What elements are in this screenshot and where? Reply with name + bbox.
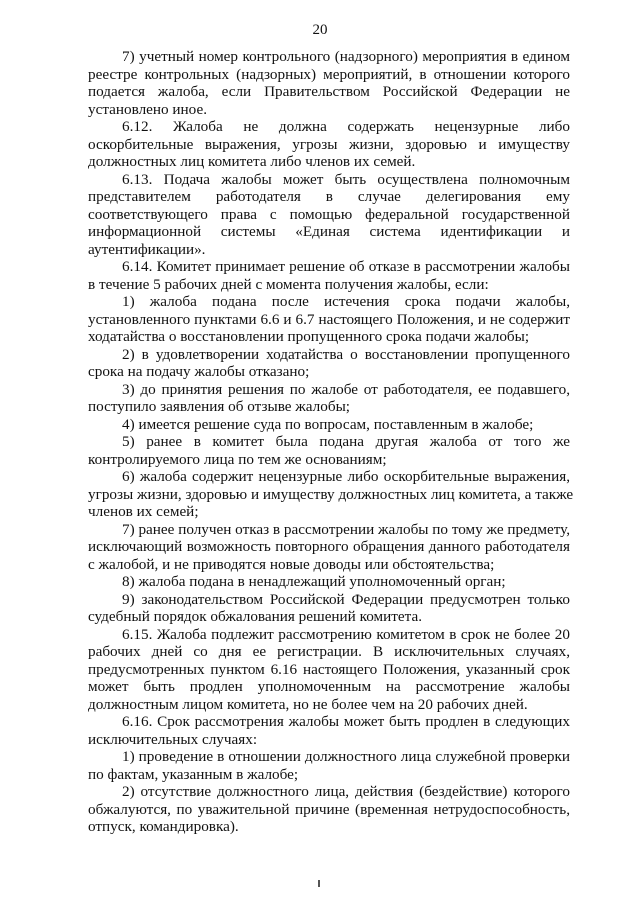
text-line: угрозы жизни, здоровью и имуществу должностных лиц комитета, а также — [88, 485, 574, 503]
text-line: соответствующего права с помощью федеральной государственной — [88, 205, 570, 223]
text-line: должностных лиц комитета либо членов их семей. — [88, 153, 416, 170]
text-line: по фактам, указанным в жалобе; — [88, 765, 299, 783]
text-line: поступило заявления об отзыве жалобы; — [88, 398, 350, 415]
page-number: 20 — [312, 22, 328, 38]
text-line: 9) законодательством Российской Федерации предусмотрен только — [122, 590, 570, 608]
text-line: информационной системы «Единая система идентификации и — [88, 223, 570, 240]
text-line: срока на подачу жалобы отказано; — [88, 363, 310, 380]
text-line: 6.16. Срок рассмотрения жалобы может быть продлен в следующих — [122, 713, 570, 730]
text-line: установленного пунктами 6.6 и 6.7 настоящего Положения, и не содержит — [88, 310, 570, 328]
text-line: обжалуются, по уважительной причине (временная нетрудоспособность, — [88, 800, 570, 818]
text-line: 1) жалоба подана после истечения срока подачи жалобы, — [122, 293, 570, 310]
text-line: судебный порядок обжалования решений комитета. — [88, 608, 422, 625]
text-line: представителем работодателя в случае делегирования ему — [88, 188, 570, 205]
text-line: исключительных случаях: — [88, 730, 258, 748]
text-line: с жалобой, и не приводятся новые доводы или обстоятельства; — [88, 555, 495, 573]
document-body — [88, 48, 574, 836]
text-line: 4) имеется решение суда по вопросам, поставленным в жалобе; — [122, 415, 534, 433]
text-line: 1) проведение в отношении должностного лица служебной проверки — [122, 748, 570, 765]
scan-mark — [318, 880, 320, 887]
text-line: рабочих дней со дня ее регистрации. В исключительных случаях, — [88, 643, 570, 660]
text-line: 5) ранее в комитет была подана другая жалоба от того же — [122, 433, 570, 450]
text-line: 2) в удовлетворении ходатайства о восстановлении пропущенного — [122, 345, 570, 363]
text-line: 6) жалоба содержит нецензурные либо оскорбительные выражения, — [122, 468, 570, 485]
text-line: 7) учетный номер контрольного (надзорного) мероприятия в едином — [122, 48, 570, 65]
text-line: 6.12. Жалоба не должна содержать нецензурные либо — [122, 118, 570, 135]
text-line: 8) жалоба подана в ненадлежащий уполномоченный орган; — [122, 573, 506, 590]
text-line: контролируемого лица по тем же основаниям; — [88, 450, 387, 468]
text-line: реестре контрольных (надзорных) мероприятий, в отношении которого — [88, 65, 570, 83]
text-line: может быть продлен уполномоченным на рассмотрение жалобы — [88, 678, 570, 695]
text-line: установлено иное. — [88, 100, 208, 118]
text-line: отпуск, командировка). — [88, 818, 239, 835]
text-line: 3) до принятия решения по жалобе от работодателя, ее подавшего, — [122, 380, 570, 398]
text-line: аутентификации». — [88, 240, 206, 258]
text-line: членов их семей; — [88, 503, 199, 520]
text-line: подается жалоба, если Правительством Российской Федерации не — [88, 83, 570, 100]
text-line: 2) отсутствие должностного лица, действия (бездействие) которого — [122, 783, 570, 800]
text-line: оскорбительные выражения, угрозы жизни, здоровью и имуществу — [88, 135, 570, 153]
text-line: 6.14. Комитет принимает решение об отказе в рассмотрении жалобы — [122, 258, 570, 275]
text-line: 6.13. Подача жалобы может быть осуществлена полномочным — [122, 170, 570, 188]
text-line: предусмотренных пунктом 6.16 настоящего Положения, указанный срок — [88, 660, 570, 678]
text-line: в течение 5 рабочих дней с момента получения жалобы, если: — [88, 275, 489, 293]
text-line: 7) ранее получен отказ в рассмотрении жалобы по тому же предмету, — [122, 520, 571, 538]
text-line: 6.15. Жалоба подлежит рассмотрению комитетом в срок не более 20 — [122, 625, 570, 643]
text-line: исключающий возможность повторного обращения данного работодателя — [88, 538, 570, 555]
text-line: ходатайства о восстановлении пропущенного срока подачи жалобы; — [88, 328, 530, 345]
text-line: должностным лицом комитета, но не более чем на 20 рабочих дней. — [88, 695, 528, 713]
